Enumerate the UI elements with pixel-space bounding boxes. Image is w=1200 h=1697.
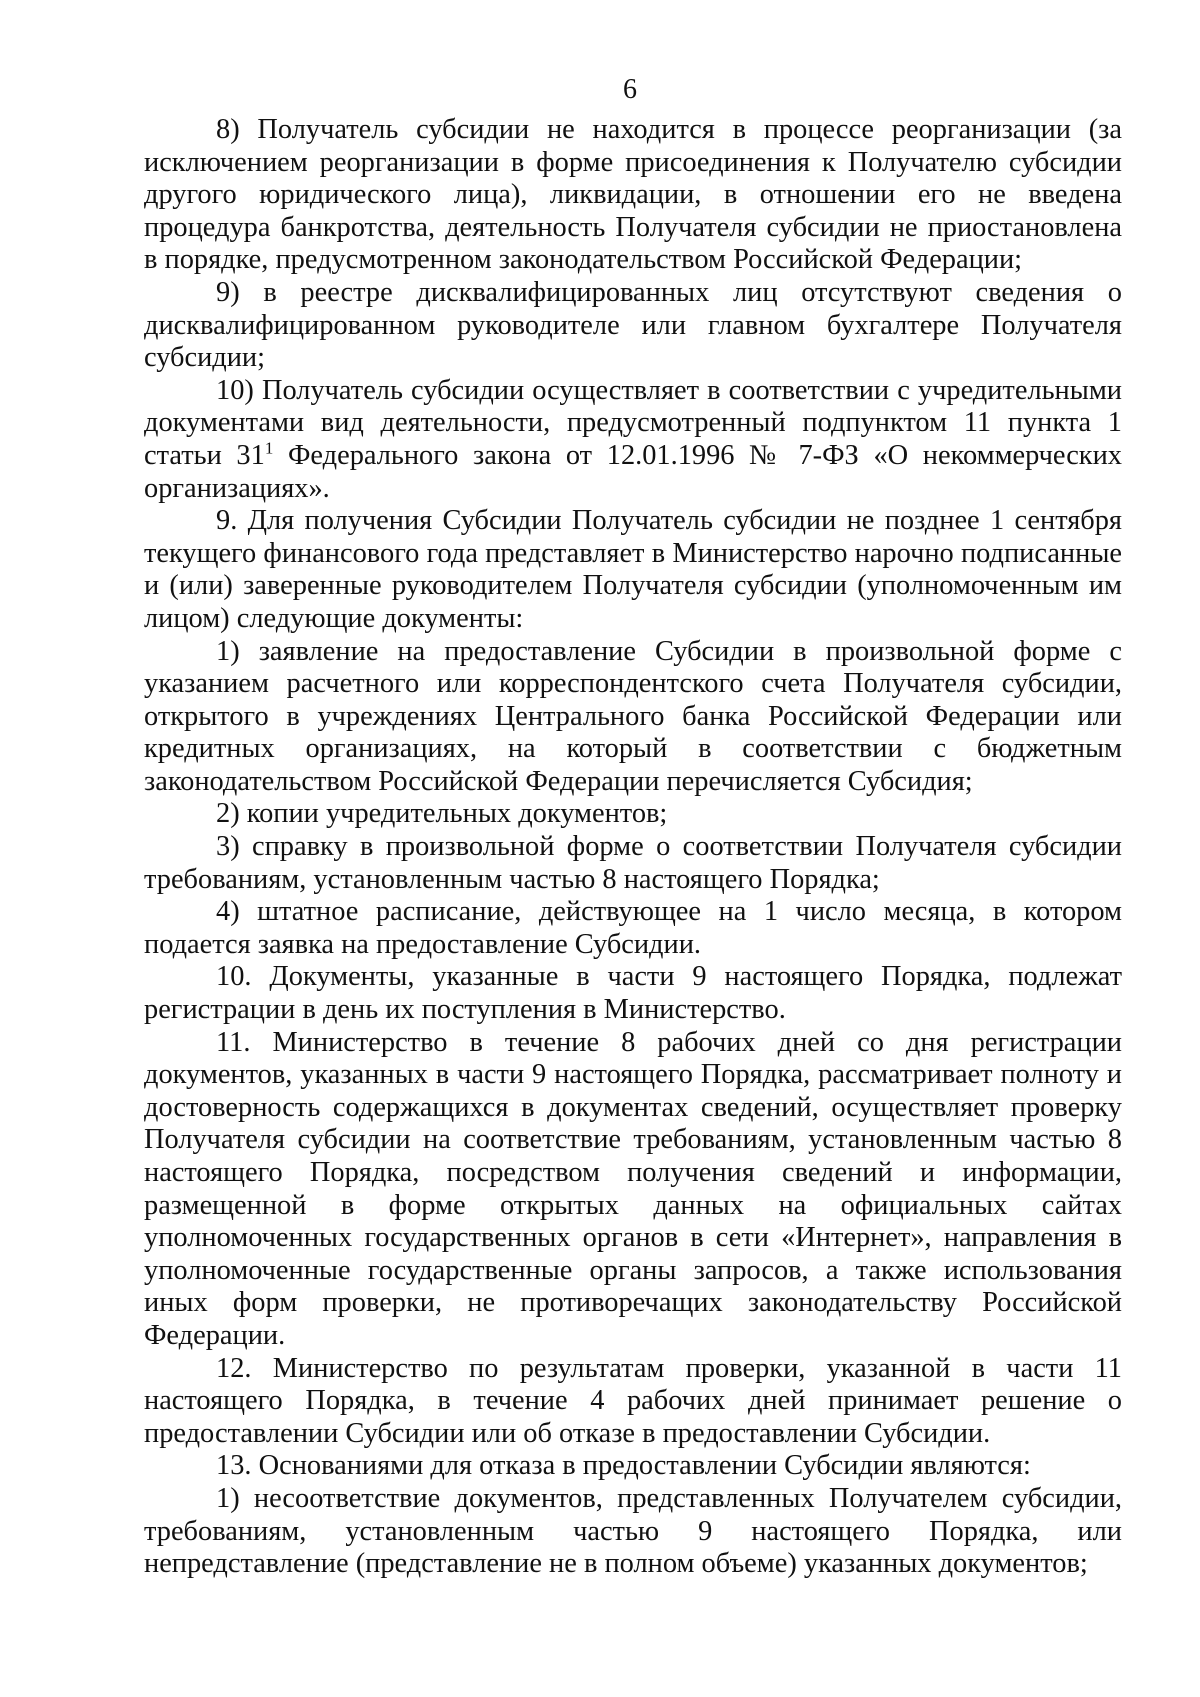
paragraph-10: [144, 375, 1122, 505]
paragraph-8: 8) Получатель субсидии не находится в процессе реорганизации (за исключением реорганизации в форме присоединения к Получателю субсидии другого юридического лица), ликвидации, в отношении его не введена процедура банкротства, деятельность Получателя субсидии не приостановлена в порядке, предусмотренном законодательством Российской Федерации;: [144, 114, 1122, 276]
section-13-paragraph: 13. Основаниями для отказа в предоставлении Субсидии являются:: [216, 1450, 1031, 1482]
page-number: 6: [623, 74, 637, 105]
paragraph-10-text-before: 10) Получатель субсидии осуществляет в соответствии с учредительными документами вид деятельности, предусмотренный подпунктом 11 пункта 1 статьи 31: [144, 374, 1122, 471]
list-item-1-application: 1) заявление на предоставление Субсидии в произвольной форме с указанием расчетного или корреспондентского счета Получателя субсидии, открытого в учреждениях Центрального банка Российской Федерации или кредитных организациях, на который в соответствии с бюджетным законодательством Российской Федерации перечисляется Субсидия;: [144, 635, 1122, 797]
paragraph-9: 9) в реестре дисквалифицированных лиц отсутствуют сведения о дисквалифицированном руководителе или главном бухгалтере Получателя субсидии;: [144, 276, 1122, 374]
list-item-4-staff-schedule: 4) штатное расписание, действующее на 1 число месяца, в котором подается заявка на предоставление Субсидии.: [144, 896, 1122, 960]
list-item-2-founding-docs: 2) копии учредительных документов;: [216, 798, 668, 830]
article-superscript: 1: [264, 438, 274, 458]
section-10-paragraph: 10. Документы, указанные в части 9 настоящего Порядка, подлежат регистрации в день их поступления в Министерство.: [144, 961, 1122, 1026]
document-body: [144, 114, 1122, 1581]
refusal-ground-1: 1) несоответствие документов, представленных Получателем субсидии, требованиям, установленным частью 9 настоящего Порядка, или непредставление (представление не в полном объеме) указанных документов;: [144, 1482, 1122, 1580]
list-item-3-certificate: 3) справку в произвольной форме о соответствии Получателя субсидии требованиям, установленным частью 8 настоящего Порядка;: [144, 831, 1122, 895]
section-12-paragraph: 12. Министерство по результатам проверки, указанной в части 11 настоящего Порядка, в течение 4 рабочих дней принимает решение о предоставлении Субсидии или об отказе в предоставлении Субсидии.: [144, 1352, 1122, 1449]
paragraph-10-text-after: Федерального закона от 12.01.1996 № 7-ФЗ «О некоммерческих организациях».: [144, 439, 1122, 504]
section-9-paragraph: 9. Для получения Субсидии Получатель субсидии не позднее 1 сентября текущего финансового года представляет в Министерство нарочно подписанные и (или) заверенные руководителем Получателя субсидии (уполномоченным им лицом) следующие документы:: [144, 505, 1122, 634]
section-11-paragraph: 11. Министерство в течение 8 рабочих дней со дня регистрации документов, указанных в части 9 настоящего Порядка, рассматривает полноту и достоверность содержащихся в документах сведений, осуществляет проверку Получателя субсидии на соответствие требованиям, установленным частью 8 настоящего Порядка, посредством получения сведений и информации, размещенной в форме открытых данных на официальных сайтах уполномоченных государственных органов в сети «Интернет», направления в уполномоченные государственные органы запросов, а также использования иных форм проверки, не противоречащих законодательству Российской Федерации.: [144, 1026, 1122, 1351]
